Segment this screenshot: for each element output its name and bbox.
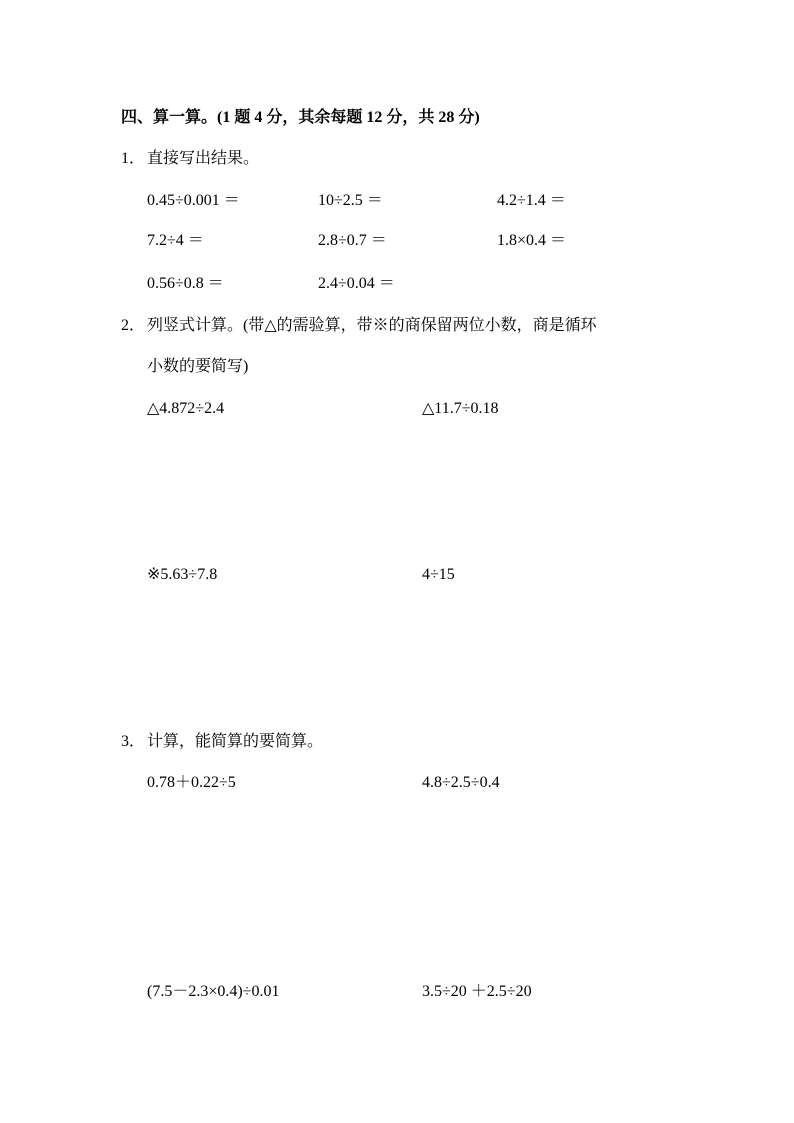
q1-item: 7.2÷4 ＝: [147, 232, 204, 249]
q1-item: 10÷2.5 ＝: [318, 192, 383, 209]
section-title: 四、算一算。(1 题 4 分，其余每题 12 分，共 28 分): [121, 109, 480, 126]
q1-item: 0.56÷0.8 ＝: [147, 275, 224, 292]
q3-item: 4.8÷2.5÷0.4: [422, 774, 500, 791]
q3-item: 3.5÷20 ＋2.5÷20: [422, 983, 532, 1000]
q1-item: 4.2÷1.4 ＝: [497, 192, 566, 209]
q2-item: ※5.63÷7.8: [147, 566, 218, 583]
q1-item: 2.4÷0.04 ＝: [318, 275, 395, 292]
q2-number: 2．: [121, 317, 146, 334]
q2-item: △4.872÷2.4: [147, 400, 225, 417]
q3-item: (7.5－2.3×0.4)÷0.01: [147, 983, 280, 1000]
q2-prompt-line1: 列竖式计算。(带△的需验算，带※的商保留两位小数，商是循环: [147, 317, 597, 334]
q1-item: 1.8×0.4 ＝: [497, 232, 567, 249]
q2-item: 4÷15: [422, 566, 455, 583]
q1-item: 2.8÷0.7 ＝: [318, 232, 387, 249]
q3-item: 0.78＋0.22÷5: [147, 774, 236, 791]
q2-prompt-line2: 小数的要简写): [147, 358, 249, 375]
q2-item: △11.7÷0.18: [422, 400, 499, 417]
q3-prompt: 计算，能简算的要简算。: [147, 733, 324, 750]
q1-number: 1．: [121, 150, 146, 167]
q1-prompt: 直接写出结果。: [147, 150, 260, 167]
q1-item: 0.45÷0.001 ＝: [147, 192, 240, 209]
q3-number: 3．: [121, 733, 146, 750]
